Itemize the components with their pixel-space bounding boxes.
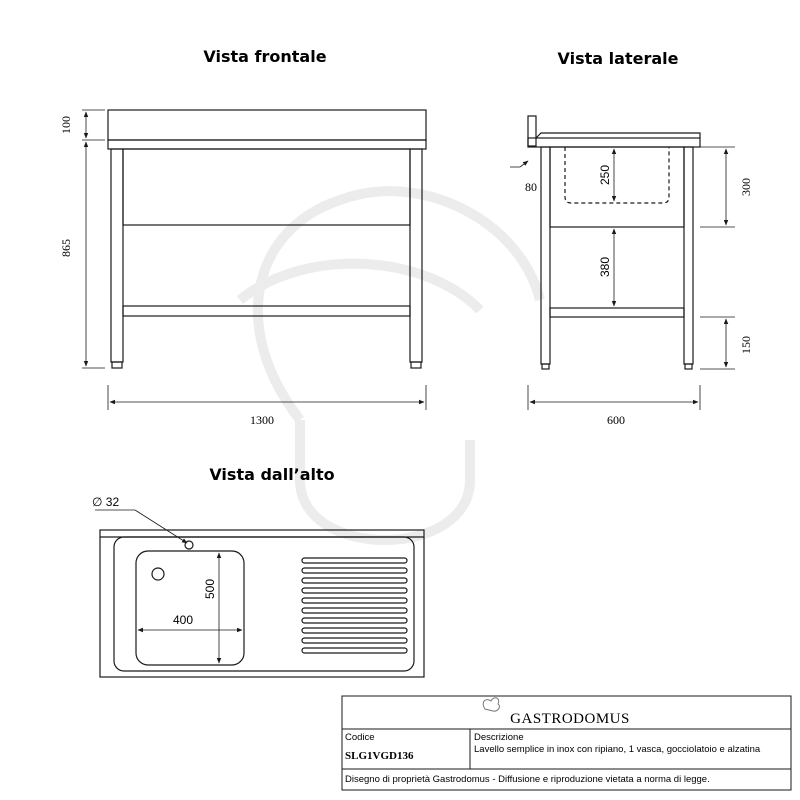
- drainer-grooves: [302, 558, 407, 653]
- front-shelf: [123, 306, 410, 316]
- side-backsplash: [528, 116, 536, 146]
- dim-depth: 600: [607, 413, 625, 427]
- code-value: SLG1VGD136: [345, 750, 414, 762]
- front-view: [108, 110, 426, 368]
- dim-basin-width: 400: [172, 613, 194, 627]
- top-view-title: Vista dall’alto: [209, 465, 335, 484]
- front-view-title: Vista frontale: [203, 47, 327, 66]
- side-shelf: [550, 308, 684, 317]
- front-leg-right: [410, 149, 422, 362]
- side-view-title: Vista laterale: [557, 49, 679, 68]
- front-leg-left: [111, 149, 123, 362]
- front-foot-left: [112, 362, 122, 368]
- front-apron: [123, 149, 410, 225]
- description-value: Lavello semplice in inox con ripiano, 1 vasca, gocciolatoio e alzatina: [474, 744, 761, 755]
- dim-basin-depth: 250: [598, 164, 612, 186]
- dim-body-height: 865: [59, 239, 73, 257]
- dim-foot-height: 150: [739, 336, 753, 354]
- dim-width: 1300: [250, 413, 274, 427]
- side-basin-hidden: [565, 147, 669, 203]
- dim-basin-depth-top: 500: [203, 578, 217, 600]
- top-dimensions: [95, 510, 242, 663]
- watermark-logo: [240, 191, 540, 540]
- side-apron: [550, 147, 684, 227]
- code-label: Codice: [345, 732, 375, 743]
- dim-drawer-height: 300: [739, 178, 753, 196]
- dim-backsplash-offset: 80: [525, 180, 537, 194]
- top-inner-edge: [114, 537, 414, 671]
- logo-hat-icon: [483, 698, 499, 711]
- front-backsplash: [108, 110, 426, 140]
- front-worktop: [108, 140, 426, 149]
- side-foot-left: [542, 364, 549, 369]
- logo-text: GASTRODOMUS: [510, 711, 630, 727]
- side-worktop: [528, 138, 700, 147]
- side-foot-right: [685, 364, 692, 369]
- side-upstand: [536, 133, 700, 138]
- dim-tap-hole: ∅ 32: [92, 495, 120, 509]
- top-view: [100, 530, 424, 677]
- dim-top-height: 100: [59, 116, 73, 134]
- side-dimensions: [510, 147, 735, 410]
- description-label: Descrizione: [474, 732, 524, 743]
- dim-shelf-height: 380: [598, 256, 612, 278]
- drain-hole: [152, 568, 164, 580]
- side-leg-right: [684, 147, 693, 364]
- side-leg-left: [541, 147, 550, 364]
- copyright-footer: Disegno di proprietà Gastrodomus - Diffusione e riproduzione vietata a norma di legge.: [345, 774, 710, 785]
- top-basin: [136, 551, 244, 665]
- front-foot-right: [411, 362, 421, 368]
